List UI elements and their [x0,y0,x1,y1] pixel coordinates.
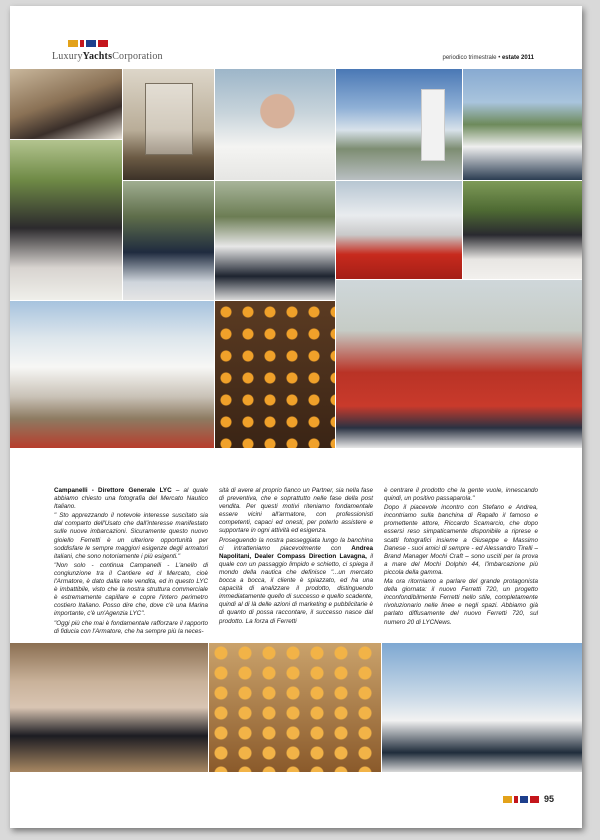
page-number: 95 [544,794,555,804]
photo-portrait-white-hair [215,69,335,180]
issue-info: periodico trimestrale • estate 2011 [442,55,534,61]
brand-logo: LuxuryYachtsCorporation [52,51,163,62]
photo-team-navy-vests [123,181,214,300]
photo-couple-at-marina [463,69,582,180]
photo-glass-showcase [123,69,214,180]
photo-three-men-marina [382,643,582,772]
photo-hostesses [10,140,122,300]
article-column-2: sità di avere al proprio fianco un Partner, sia nella fase di preventiva, che e soprattutto nelle fase della post vendita. Per questi motivi riteniamo fondamentale essere vicini all'armatore, con professionisti competenti, capaci ed onesti, per poterlo assistere e supportare in ogni attività ed esigenza. Proseguendo la nostra passeggiata lungo la banchina ci intratteniamo piacevolmente con Andrea Napolitani, Dealer Compass Direction Lavagna, il quale con un passaggio limpido e schietto, ci spiega il mondo della nautica che definisce "...un mercato bocca a bocca, il cliente è spiazzato, ed ha una capacità di analizzare il prodotto, distinguendo immediatamente quello di successo e quello scadente, quindi al di là delle azioni di marketing e pubblicitarie è di quanto di possa raccontare, il successo nasce dal prodotto. La forza di Ferretti [219,487,373,625]
photo-canapes [209,643,381,772]
photo-red-carpet-pontoon [336,181,462,279]
photo-stand-visitors [10,69,122,139]
photo-marina-flags [336,69,462,180]
photo-embrace [10,643,208,772]
photo-hostesses-badges [463,181,582,279]
magazine-page [10,6,582,828]
photo-finger-food [215,301,335,448]
article-column-1: Campanelli - Direttore Generale LYC – al quale abbiamo chiesto una fotografia del Mercato Nautico Italiano. " Sto apprezzando il notevole interesse suscitato sia dal comparto dell'Usato che dall'interesse manifestato sulle nuove imbarcazioni. Sicuramente questo nuovo gioiello Ferretti è un ulteriore opportunità per soddisfare le sempre maggiori esigenze degli armatori italiani, che sono notoriamente i più esigenti." "Non solo - continua Campanelli - L'anello di congiunzione tra il Cantiere ed il Mercato, cioè l'Armatore, è dato dalla rete vendita, ed in questo LYC è imbattibile, visto che la nostra struttura commerciale è estremamente capillare e copre l'intero perimetro costiero Italiano. Posso dire che, dove c'è una Marina importante, c'è un'Agenzia LYC". "Oggi più che mai è fondamentale rafforzare il rapporto di fiducia con l'Armatore, che ha sempre più la neces- [54,487,208,635]
footer-flags [503,796,539,803]
article-column-3: è centrare il prodotto che la gente vuole, innescando quindi, un positivo passaparola." Dopo il piacevole incontro con Stefano e Andrea, incontriamo sulla banchina di Rapallo il famoso e promettente attore, Riccardo Scamarcio, che dopo essersi reso simpaticamente disponibile a riprese e scatti fotografici insieme a Giuseppe e Massimo Danese - suoi amici di sempre - ed Alessandro Tirelli – Brand Manager Mochi Craft – sono usciti per la prova a mare del Mochi Dolphin 44, l'imbarcazione più piccola della gamma. Ma ora ritorniamo a parlare del grande protagonista della giornata: il nuovo Ferretti 720, un progetto inconfondibilmente Ferretti nello stile, completamente rivoluzionario nelle linee e negli spazi. Abbiamo già parlato diffusamente del nuovo Ferretti 720, sul numero 20 di LYCNews. [384,487,538,626]
photo-yacht-deck [10,301,214,448]
photo-conversation [215,181,335,300]
photo-lounge-red-carpet [336,280,582,448]
logo-flags [68,40,108,47]
